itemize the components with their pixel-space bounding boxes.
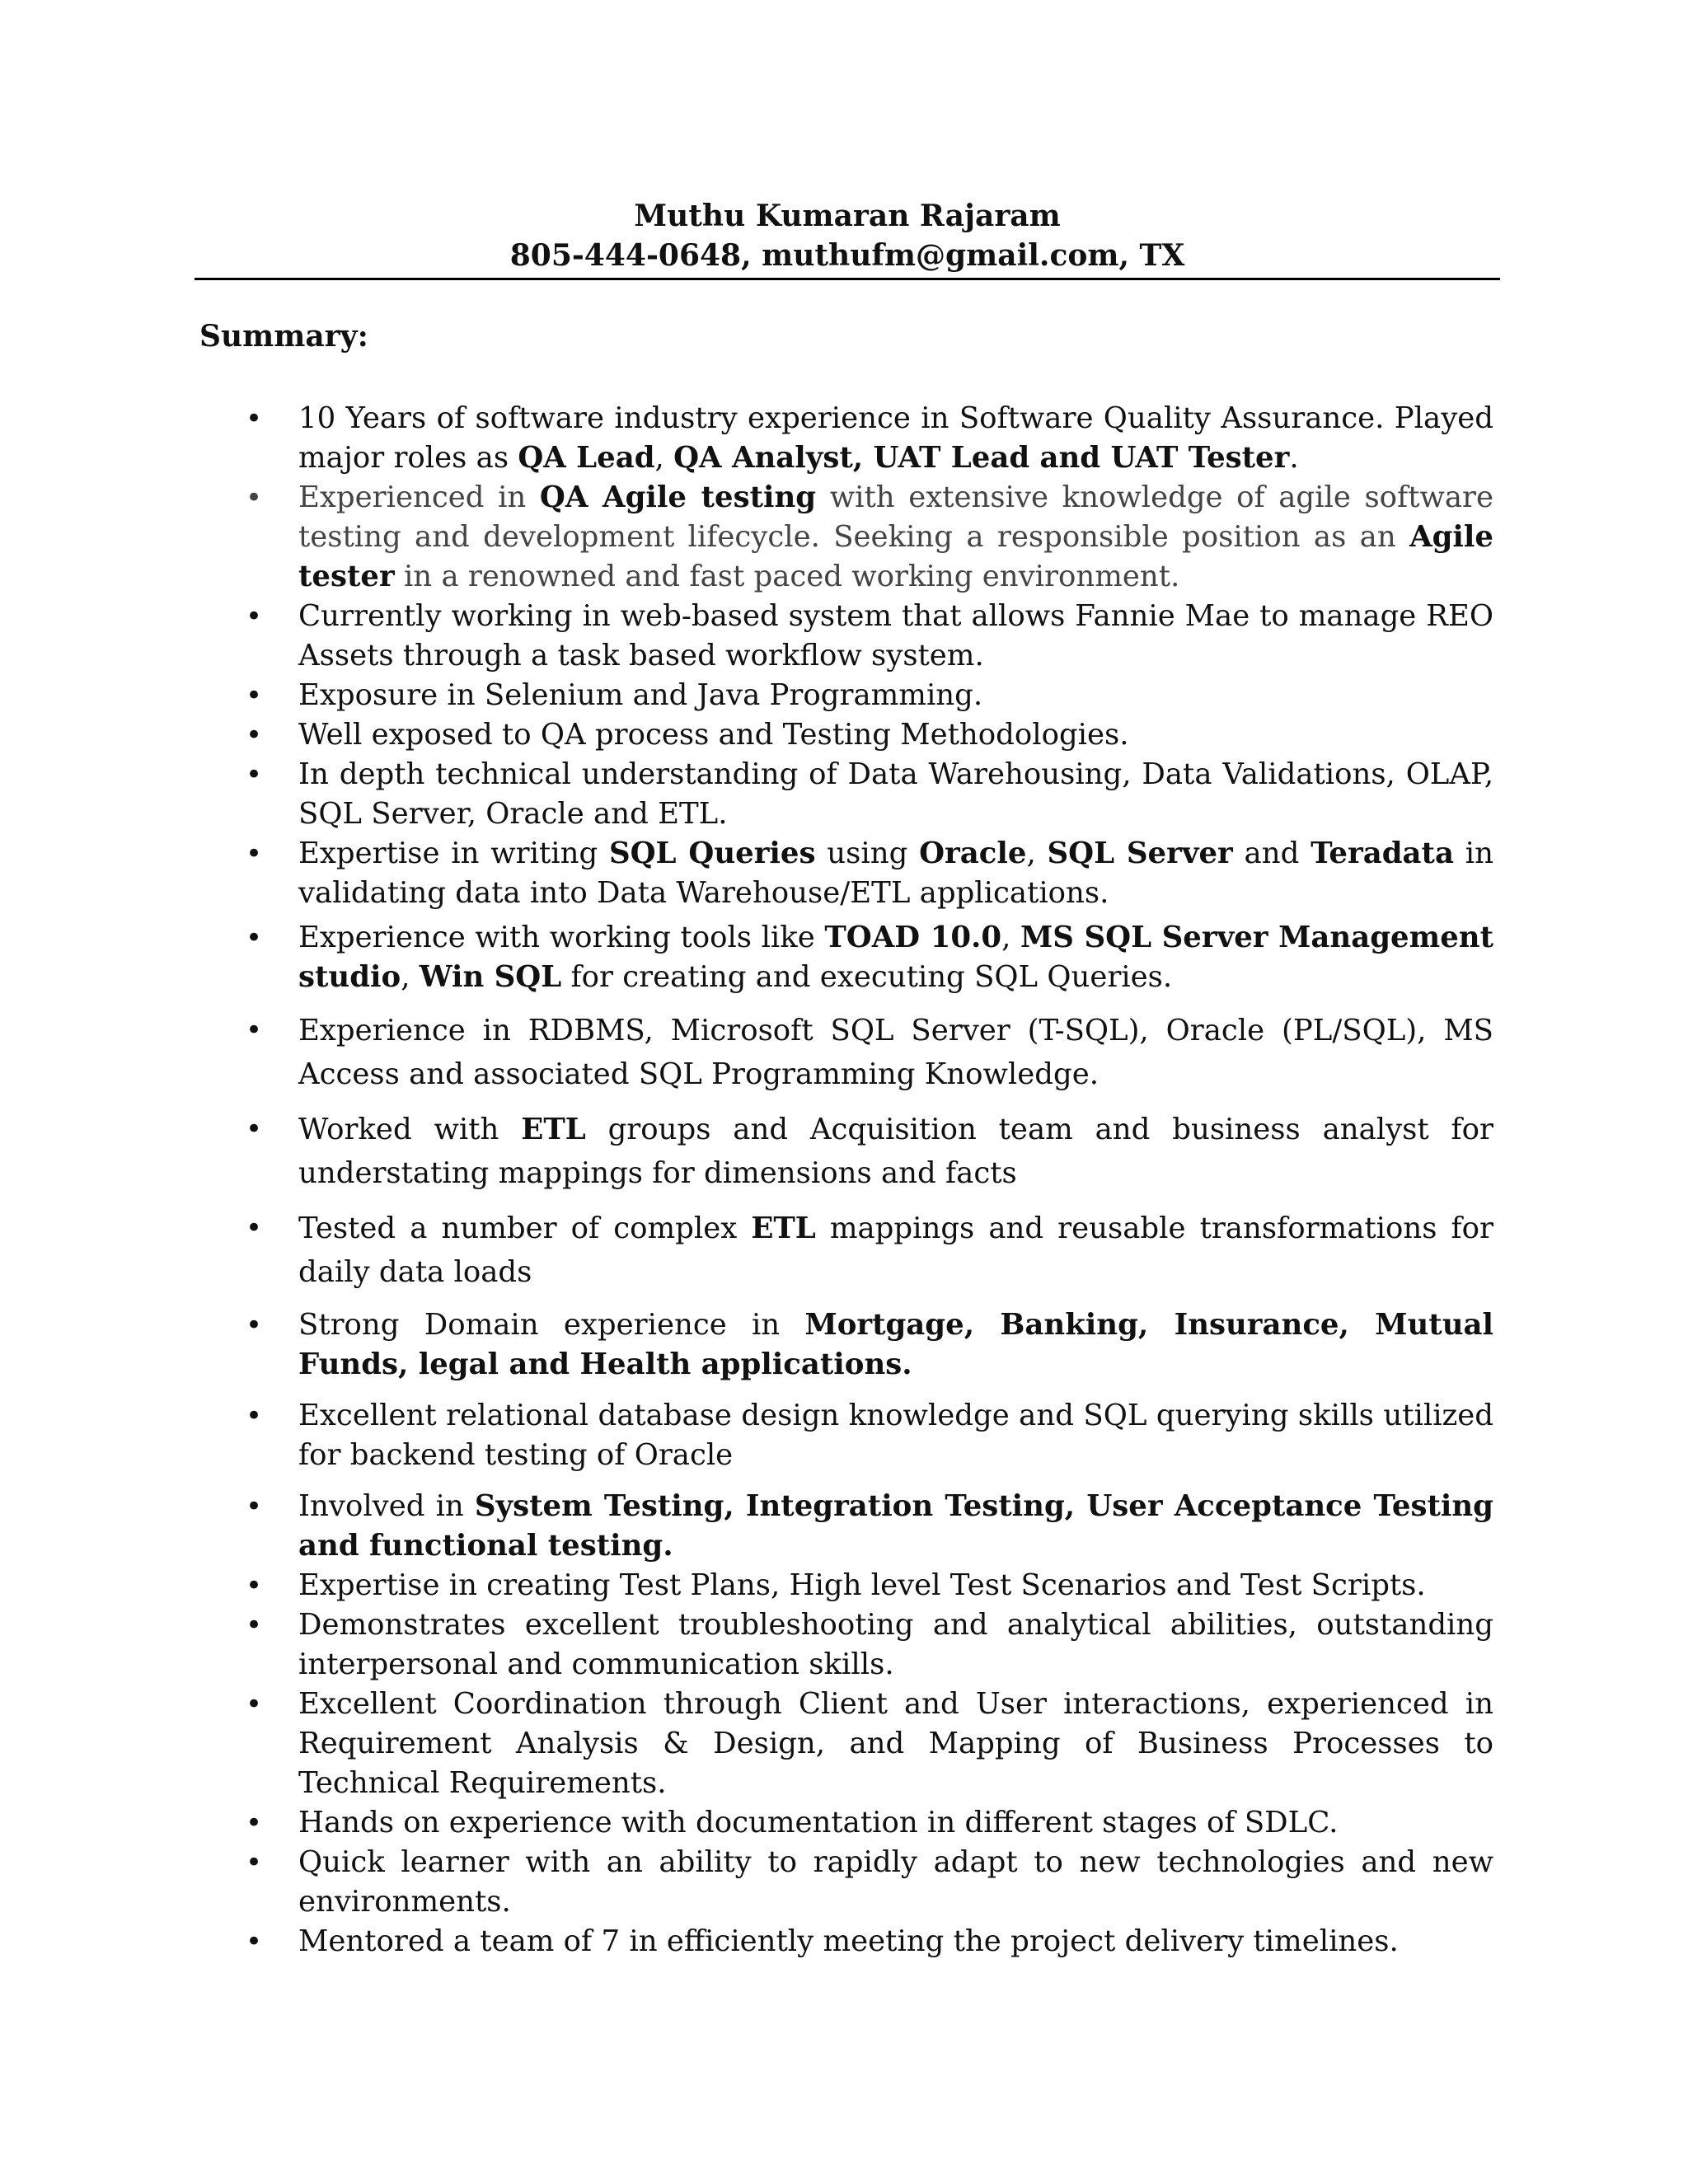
header-divider: [195, 278, 1500, 280]
list-item: • Worked with ETL groups and Acquisition team and business analyst for understating mappings for dimensions and facts: [0, 1108, 1493, 1195]
resume-header: [195, 196, 1500, 275]
list-item: • Hands on experience with documentation in different stages of SDLC.: [0, 1803, 1493, 1843]
list-item: • 10 Years of software industry experience in Software Quality Assurance. Played major roles as QA Lead, QA Analyst, UAT Lead and UAT Tester.: [0, 399, 1493, 478]
list-item: • Expertise in creating Test Plans, High level Test Scenarios and Test Scripts.: [0, 1566, 1493, 1605]
list-item: • Tested a number of complex ETL mappings and reusable transformations for daily data loads: [0, 1207, 1493, 1294]
contact-line: 805-444-0648, muthufm@gmail.com, TX: [509, 238, 1185, 273]
list-item: • Exposure in Selenium and Java Programming.: [0, 676, 1493, 715]
list-item: • Excellent Coordination through Client and User interactions, experienced in Requirement Analysis & Design, and Mapping of Business Processes to Technical Requirements.: [0, 1685, 1493, 1803]
summary-heading: Summary:: [199, 319, 368, 354]
list-item: • Involved in System Testing, Integration Testing, User Acceptance Testing and functional testing.: [0, 1487, 1493, 1566]
list-item: • Well exposed to QA process and Testing Methodologies.: [0, 715, 1493, 755]
list-item: • Currently working in web-based system that allows Fannie Mae to manage REO Assets through a task based workflow system.: [0, 597, 1493, 676]
list-item: • Experience in RDBMS, Microsoft SQL Server (T-SQL), Oracle (PL/SQL), MS Access and associated SQL Programming Knowledge.: [0, 1009, 1493, 1096]
list-item: • Demonstrates excellent troubleshooting and analytical abilities, outstanding interpersonal and communication skills.: [0, 1605, 1493, 1685]
list-item: • Mentored a team of 7 in efficiently meeting the project delivery timelines.: [0, 1922, 1493, 1961]
list-item: • Experienced in QA Agile testing with extensive knowledge of agile software testing and development lifecycle. Seeking a responsible position as an Agile tester in a renowned and fast paced working environment.: [0, 478, 1493, 597]
list-item: • Excellent relational database design knowledge and SQL querying skills utilized for backend testing of Oracle: [0, 1396, 1493, 1475]
list-item: • Strong Domain experience in Mortgage, Banking, Insurance, Mutual Funds, legal and Health applications.: [0, 1305, 1493, 1385]
list-item: • Experience with working tools like TOAD 10.0, MS SQL Server Management studio, Win SQL for creating and executing SQL Queries.: [0, 918, 1493, 997]
list-item: • In depth technical understanding of Data Warehousing, Data Validations, OLAP, SQL Server, Oracle and ETL.: [0, 755, 1493, 834]
list-item: • Quick learner with an ability to rapidly adapt to new technologies and new environments.: [0, 1843, 1493, 1922]
summary-list: [0, 399, 1688, 1961]
list-item: • Expertise in writing SQL Queries using Oracle, SQL Server and Teradata in validating data into Data Warehouse/ETL applications.: [0, 834, 1493, 913]
candidate-name: Muthu Kumaran Rajaram: [634, 199, 1061, 233]
